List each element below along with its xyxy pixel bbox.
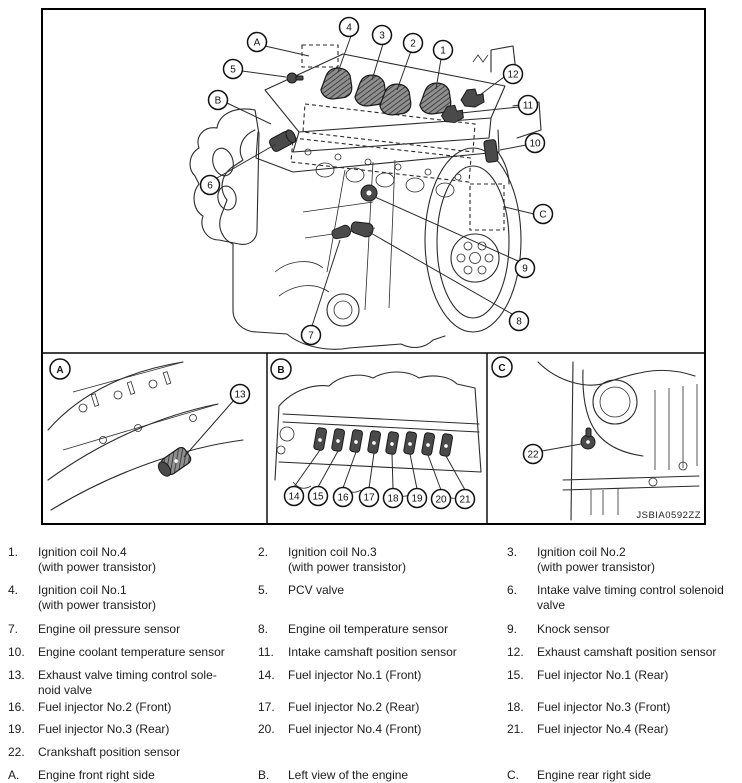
legend-item-text2: valve xyxy=(537,597,566,612)
legend-item-text2: (with power transistor) xyxy=(288,559,407,574)
legend-item-text: Fuel injector No.1 (Front) xyxy=(288,668,422,682)
legend-item-number: 11. xyxy=(258,645,274,659)
panel-c-line-art xyxy=(538,362,699,520)
fuel-injector-1f-highlight xyxy=(313,427,327,450)
callout-10-label: 10 xyxy=(529,138,541,150)
legend-item-number: 15. xyxy=(507,668,524,682)
callout-19-label: 19 xyxy=(411,493,423,505)
flywheel-hub xyxy=(451,234,499,282)
legend-item-10 xyxy=(8,645,256,660)
callout-view-a-label: A xyxy=(253,37,261,49)
legend-item-number: A. xyxy=(8,768,20,782)
legend-item-number: 1. xyxy=(8,545,19,559)
legend-item-number: 14. xyxy=(258,668,275,682)
legend-item-22 xyxy=(8,745,256,760)
fuel-injector-4r-highlight xyxy=(439,433,453,456)
callout-15 xyxy=(309,487,328,506)
callout-20 xyxy=(432,490,451,509)
legend-item-14 xyxy=(258,668,505,683)
legend-item-3 xyxy=(507,545,739,574)
legend-item-number: 17. xyxy=(258,700,275,714)
callout-4-label: 4 xyxy=(346,22,352,34)
oil-pressure-sensor-highlight xyxy=(331,224,352,240)
flywheel-bolts xyxy=(457,242,493,274)
callout-14 xyxy=(285,487,304,506)
dashed-region-head-gasket xyxy=(291,138,471,182)
legend-item-number: 2. xyxy=(258,545,269,559)
legend-item-number: 8. xyxy=(258,622,269,636)
fuel-injector-1r-highlight xyxy=(331,428,345,451)
figure-watermark: JSBIA0592ZZ xyxy=(636,510,701,521)
legend-item-12 xyxy=(507,645,739,660)
legend-item-13 xyxy=(8,668,256,697)
knock-sensor-highlight xyxy=(361,185,377,201)
panel-c xyxy=(492,357,701,521)
engine-figure xyxy=(41,8,706,525)
panel-c-view-label xyxy=(492,357,512,377)
legend-item-1 xyxy=(8,545,256,574)
fuel-injector-3r-highlight xyxy=(403,431,417,454)
legend-item-text: Engine oil temperature sensor xyxy=(288,622,449,636)
legend-item-text: Fuel injector No.2 (Front) xyxy=(38,700,172,714)
legend-item-number: 4. xyxy=(8,583,19,597)
legend-item-15 xyxy=(507,668,739,683)
callout-3-label: 3 xyxy=(379,30,385,42)
callout-17-label: 17 xyxy=(363,492,375,504)
panel-b-view-letter: B xyxy=(277,364,285,376)
legend-item-number: 19. xyxy=(8,722,25,736)
legend-item-6 xyxy=(507,583,739,612)
legend-item-number: 13. xyxy=(8,668,25,682)
head-bolt-row xyxy=(305,149,461,180)
callout-view-b xyxy=(209,91,228,110)
exhaust-camshaft-sensor-highlight xyxy=(461,89,484,107)
panel-c-view-letter: C xyxy=(498,362,506,374)
callout-19 xyxy=(408,489,427,508)
callout-12 xyxy=(504,65,523,84)
callout-18 xyxy=(384,489,403,508)
callout-21-label: 21 xyxy=(459,494,471,506)
legend-item-number: B. xyxy=(258,768,270,782)
legend-item-text: Engine coolant temperature sensor xyxy=(38,645,225,659)
callout-9-label: 9 xyxy=(522,263,528,275)
pcv-valve-highlight xyxy=(287,73,303,83)
legend-item-text2: (with power transistor) xyxy=(537,559,656,574)
callout-15-label: 15 xyxy=(312,491,324,503)
fuel-injector-4f-highlight xyxy=(421,432,435,455)
callout-2 xyxy=(404,34,423,53)
legend-item-text: Fuel injector No.3 (Rear) xyxy=(38,722,170,736)
callout-1-label: 1 xyxy=(440,45,446,57)
panel-b xyxy=(271,359,481,509)
flywheel xyxy=(437,166,509,318)
legend-item-number: 10. xyxy=(8,645,25,659)
callout-10 xyxy=(526,134,545,153)
legend-item-text: Ignition coil No.3 xyxy=(288,545,377,559)
callout-12-label: 12 xyxy=(507,69,519,81)
callout-4 xyxy=(340,18,359,37)
legend-item-text: Engine oil pressure sensor xyxy=(38,622,181,636)
oil-filter-boss xyxy=(327,294,359,326)
legend-item-text: Exhaust camshaft position sensor xyxy=(537,645,717,659)
legend-item-9 xyxy=(507,622,739,637)
callout-6-label: 6 xyxy=(207,180,213,192)
callout-7-label: 7 xyxy=(308,330,314,342)
panel-a xyxy=(48,359,250,510)
callout-17 xyxy=(360,488,379,507)
legend-item-text: Engine rear right side xyxy=(537,768,652,782)
fuel-injector-2f-highlight xyxy=(349,429,363,452)
callout-8-label: 8 xyxy=(516,316,522,328)
callout-11 xyxy=(519,96,538,115)
callout-14-label: 14 xyxy=(288,491,300,503)
legend-item-text: Fuel injector No.4 (Rear) xyxy=(537,722,669,736)
legend-item-a xyxy=(8,768,256,783)
callout-6 xyxy=(201,176,220,195)
intake-runner xyxy=(275,262,329,296)
legend-item-21 xyxy=(507,722,739,737)
legend-item-number: 12. xyxy=(507,645,524,659)
legend-item-text: Left view of the engine xyxy=(288,768,409,782)
legend-item-17 xyxy=(258,700,505,715)
legend-item-number: 9. xyxy=(507,622,518,636)
intake-vtc-solenoid-highlight xyxy=(268,128,298,153)
legend-item-text: PCV valve xyxy=(288,583,345,597)
legend-item-text: Fuel injector No.3 (Front) xyxy=(537,700,671,714)
callout-16 xyxy=(334,488,353,507)
callout-13 xyxy=(231,385,250,404)
legend-item-16 xyxy=(8,700,256,715)
callout-5-label: 5 xyxy=(230,64,236,76)
callout-22 xyxy=(524,445,543,464)
callout-13-label: 13 xyxy=(234,389,246,401)
callout-3 xyxy=(373,26,392,45)
legend-item-text: Ignition coil No.4 xyxy=(38,545,127,559)
dipstick-line xyxy=(327,170,345,272)
callout-2-label: 2 xyxy=(410,38,416,50)
panel-a-view-label xyxy=(50,359,70,379)
fuel-injector-2r-highlight xyxy=(367,430,381,453)
panel-c-leader xyxy=(542,444,581,451)
fuel-injector-highlights xyxy=(313,427,453,456)
legend-item-text: Fuel injector No.2 (Rear) xyxy=(288,700,420,714)
legend-item-number: 3. xyxy=(507,545,518,559)
legend-item-number: 20. xyxy=(258,722,275,736)
callout-22-label: 22 xyxy=(527,449,539,461)
legend-item-number: 5. xyxy=(258,583,269,597)
legend-item-20 xyxy=(258,722,505,737)
panel-a-leader xyxy=(184,400,234,457)
panel-b-view-label xyxy=(271,359,291,379)
flywheel-housing xyxy=(425,148,521,332)
callout-view-c-label: C xyxy=(539,209,547,221)
panel-a-view-letter: A xyxy=(56,364,64,376)
callout-21 xyxy=(456,490,475,509)
engine-diagram-svg xyxy=(43,10,704,523)
legend-item-text: Ignition coil No.2 xyxy=(537,545,626,559)
legend-item-4 xyxy=(8,583,256,612)
highlighted-components xyxy=(268,66,498,240)
callout-7 xyxy=(302,326,321,345)
legend-item-number: C. xyxy=(507,768,519,782)
legend-item-b xyxy=(258,768,505,783)
legend-item-number: 16. xyxy=(8,700,25,714)
legend-item-text: Engine front right side xyxy=(38,768,155,782)
legend-item-5 xyxy=(258,583,505,598)
valve-cover-front-edge xyxy=(293,118,491,152)
legend-item-text: Ignition coil No.1 xyxy=(38,583,127,597)
legend-item-text: Crankshaft position sensor xyxy=(38,745,181,759)
legend-item-2 xyxy=(258,545,505,574)
legend-item-8 xyxy=(258,622,505,637)
legend-item-text: Fuel injector No.4 (Front) xyxy=(288,722,422,736)
callout-view-a xyxy=(248,33,267,52)
callout-view-c xyxy=(534,205,553,224)
legend-item-text: Knock sensor xyxy=(537,622,610,636)
callout-9 xyxy=(516,259,535,278)
legend-item-text: Intake camshaft position sensor xyxy=(288,645,457,659)
callout-16-label: 16 xyxy=(337,492,349,504)
squiggle-mark xyxy=(473,55,488,62)
legend-item-number: 18. xyxy=(507,700,524,714)
crankshaft-position-sensor-highlight xyxy=(581,428,595,449)
legend-item-text: Intake valve timing control solenoid xyxy=(537,583,724,597)
callout-1 xyxy=(434,41,453,60)
legend-item-number: 7. xyxy=(8,622,19,636)
exhaust-vtc-solenoid-highlight xyxy=(155,446,192,480)
chain-cover-line xyxy=(389,160,395,308)
legend-item-text: Exhaust valve timing control sole- xyxy=(38,668,217,682)
callout-18-label: 18 xyxy=(387,493,399,505)
legend-item-18 xyxy=(507,700,739,715)
legend-item-7 xyxy=(8,622,256,637)
legend xyxy=(0,538,742,783)
legend-item-text2: noid valve xyxy=(38,682,93,697)
legend-item-text: Fuel injector No.1 (Rear) xyxy=(537,668,669,682)
legend-item-number: 21. xyxy=(507,722,524,736)
callout-20-label: 20 xyxy=(435,494,447,506)
callout-11-label: 11 xyxy=(522,100,534,112)
legend-item-11 xyxy=(258,645,505,660)
legend-item-19 xyxy=(8,722,256,737)
coolant-temp-sensor-highlight xyxy=(484,139,499,162)
fuel-injector-3f-highlight xyxy=(385,431,399,454)
ignition-coil-4-highlight xyxy=(320,66,355,101)
oil-temp-sensor-highlight xyxy=(350,219,375,238)
legend-item-text2: (with power transistor) xyxy=(38,597,157,612)
legend-item-number: 6. xyxy=(507,583,518,597)
callout-5 xyxy=(224,60,243,79)
callout-view-b-label: B xyxy=(214,95,222,107)
callout-8 xyxy=(510,312,529,331)
legend-item-text2: (with power transistor) xyxy=(38,559,157,574)
top-right-bracket xyxy=(491,46,541,138)
manifold-port xyxy=(210,146,237,178)
panel-a-line-art xyxy=(48,362,243,510)
legend-item-number: 22. xyxy=(8,745,25,759)
oil-filter-boss-inner xyxy=(334,301,352,319)
legend-item-c xyxy=(507,768,739,783)
dashed-box-view-c xyxy=(470,184,504,230)
